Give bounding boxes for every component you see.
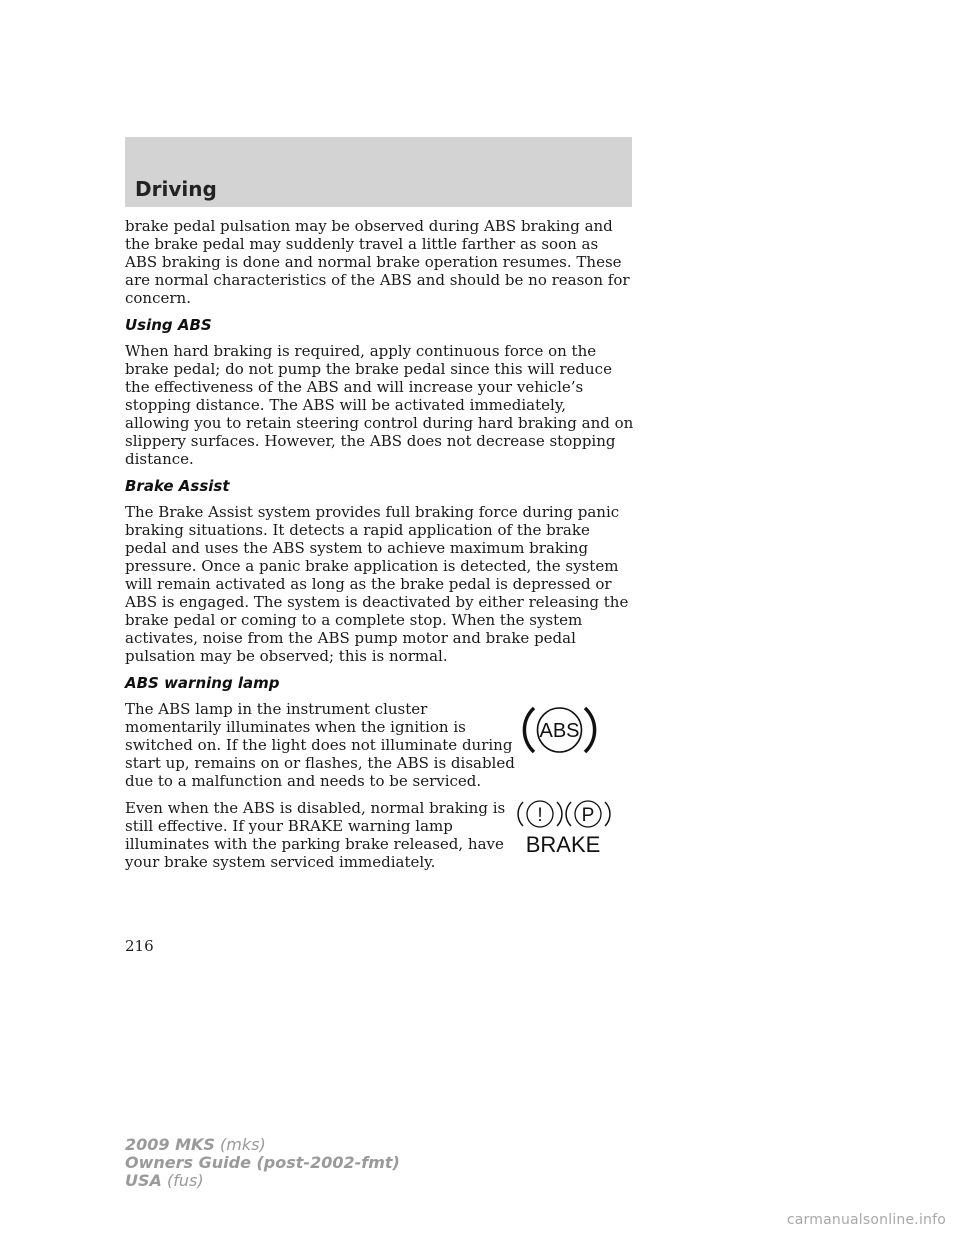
heading-brake-assist: Brake Assist xyxy=(125,477,230,495)
footer-line-model xyxy=(125,1136,400,1154)
abs-lamp-label: ABS xyxy=(539,720,580,742)
brake-lamp-park: P xyxy=(581,805,595,826)
footer-model-code: (mks) xyxy=(220,1135,266,1154)
paragraph-using-abs: When hard braking is required, apply continuous force on the brake pedal; do not pump the brake pedal since this will reduce the effectiveness of the ABS and will increase your vehicle’s stopping distance. The ABS will be activated immediately, allowing you to retain steering control during hard braking and on slippery surfaces. However, the ABS does not decrease stopping distance. xyxy=(125,342,634,468)
paragraph-brake-assist: The Brake Assist system provides full braking force during panic braking situations. It detects a rapid application of the brake pedal and uses the ABS system to achieve maximum braking pressure. Once a panic brake application is detected, the system will remain activated as long as the brake pedal is depressed or ABS is engaged. The system is deactivated by either releasing the brake pedal or coming to a complete stop. When the system activates, noise from the ABS pump motor and brake pedal pulsation may be observed; this is normal. xyxy=(125,503,629,665)
section-header-band xyxy=(125,137,632,207)
heading-abs-warning-lamp: ABS warning lamp xyxy=(125,674,280,692)
footer-line-guide xyxy=(125,1154,400,1172)
brake-warning-lamp-icon xyxy=(511,797,615,855)
paragraph-brake-lamp: Even when the ABS is disabled, normal braking is still effective. If your BRAKE warning lamp illuminates with the parking brake released, have your brake system serviced immediately. xyxy=(125,799,506,871)
watermark: carmanualsonline.info xyxy=(786,1212,946,1228)
paragraph-abs-lamp: The ABS lamp in the instrument cluster momentarily illuminates when the ignition is switched on. If the light does not illuminate during start up, remains on or flashes, the ABS is disabled due to a malfunction and needs to be serviced. xyxy=(125,700,515,790)
heading-using-abs: Using ABS xyxy=(125,316,212,334)
abs-warning-lamp-icon xyxy=(522,698,597,762)
page-number: 216 xyxy=(125,937,154,955)
brake-lamp-exclaim: ! xyxy=(537,805,543,826)
footer-guide: Owners Guide (post-2002-fmt) xyxy=(125,1153,400,1172)
footer-line-market xyxy=(125,1172,400,1190)
footer-market-code: (fus) xyxy=(167,1171,204,1190)
footer-model: 2009 MKS xyxy=(125,1135,215,1154)
paragraph-intro: brake pedal pulsation may be observed during ABS braking and the brake pedal may suddenly travel a little farther as soon as ABS braking is done and normal brake operation resumes. These are normal characteristics of the ABS and should be no reason for concern. xyxy=(125,217,630,307)
section-title: Driving xyxy=(135,177,217,201)
page-content xyxy=(125,217,635,880)
footer-market: USA xyxy=(125,1171,162,1190)
brake-lamp-label: BRAKE xyxy=(525,832,601,855)
document-footer xyxy=(125,1136,400,1190)
